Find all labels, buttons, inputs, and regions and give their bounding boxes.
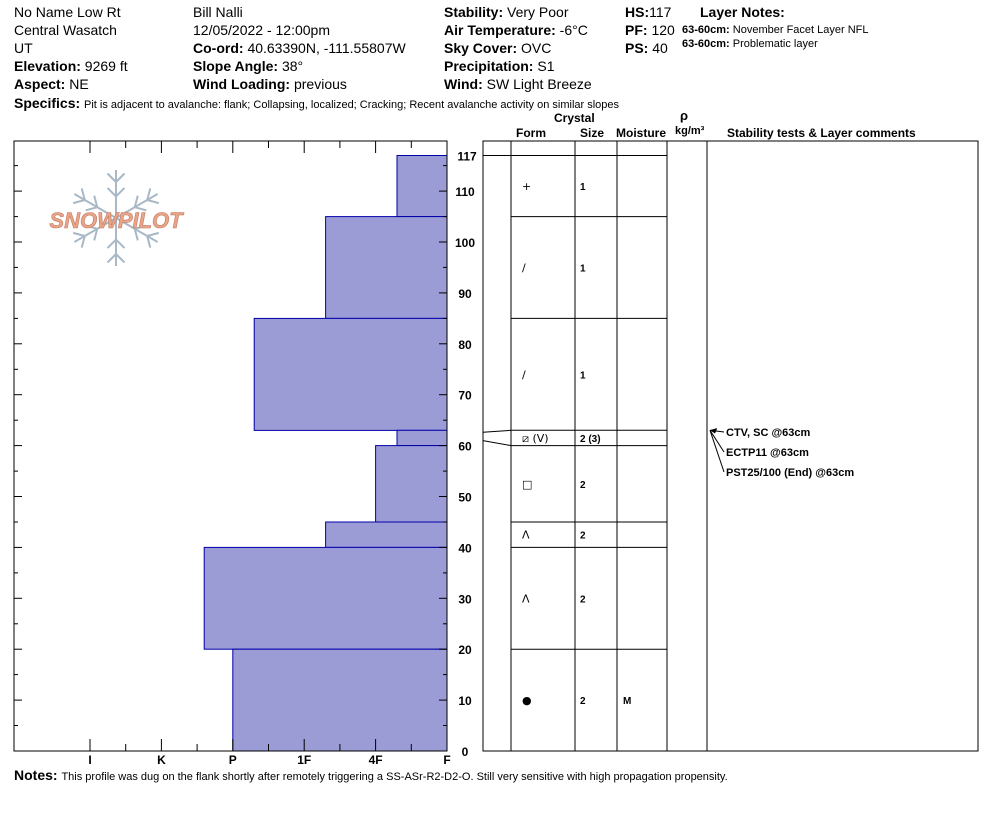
air-temp-value: -6°C bbox=[559, 22, 588, 38]
observer-name: Bill Nalli bbox=[193, 4, 243, 20]
crystal-size: 1 bbox=[580, 182, 586, 193]
stability-test-pointer bbox=[710, 430, 724, 472]
crystal-form-symbol: ᐱ bbox=[522, 528, 530, 542]
hs-label: HS: bbox=[625, 4, 650, 20]
stability-test-label: CTV, SC @63cm bbox=[726, 427, 811, 439]
hardness-bar bbox=[376, 446, 447, 522]
depth-tick-label: 40 bbox=[458, 541, 472, 556]
crystal-size: 2 bbox=[580, 696, 586, 708]
snowflake-branch bbox=[73, 233, 85, 236]
moisture-value: M bbox=[623, 696, 632, 708]
hardness-tick-label: 1F bbox=[297, 753, 312, 767]
crystal-form-symbol: / bbox=[522, 261, 526, 275]
crystal-size: 1 bbox=[580, 370, 586, 382]
hardness-bars bbox=[204, 156, 447, 752]
crystal-size: 1 bbox=[580, 263, 586, 275]
pf-label: PF: bbox=[625, 22, 648, 38]
state-name: UT bbox=[14, 40, 33, 56]
depth-tick-label: 10 bbox=[458, 694, 472, 709]
sky-label: Sky Cover: bbox=[444, 40, 518, 56]
crystal-size: 2 bbox=[580, 594, 586, 606]
crystal-form-symbol: ᐱ bbox=[522, 592, 530, 606]
wind-value: SW Light Breeze bbox=[486, 76, 592, 92]
date-time: 12/05/2022 - 12:00pm bbox=[193, 22, 330, 38]
crystal-header: Crystal bbox=[554, 111, 595, 125]
depth-tick-label: 50 bbox=[458, 490, 472, 505]
wind-loading-value: previous bbox=[293, 76, 347, 92]
coord-value: 40.63390N, -111.55807W bbox=[247, 40, 406, 56]
layer-notes-label: Layer Notes: bbox=[700, 4, 785, 20]
snowflake-branch bbox=[108, 240, 117, 249]
rho-header: ρ bbox=[680, 108, 689, 123]
crystal-size: 2 (3) bbox=[580, 434, 601, 445]
hardness-bar bbox=[254, 318, 447, 430]
stability-tests bbox=[710, 427, 854, 479]
depth-tick-label: 0 bbox=[461, 745, 469, 759]
logo-text: SNOWPILOT bbox=[49, 208, 183, 233]
layer-connector bbox=[483, 430, 511, 432]
crystal-size: 2 bbox=[580, 530, 586, 542]
depth-tick-label: 20 bbox=[458, 643, 472, 658]
layer-note: 63-60cm: November Facet Layer NFL bbox=[682, 24, 869, 36]
depth-tick-label: 60 bbox=[458, 439, 472, 454]
ps-label: PS: bbox=[625, 40, 649, 56]
notes-value: This profile was dug on the flank shortly after remotely triggering a SS-ASr-R2-D2-O. Still very sensitive with high propagation propensity. bbox=[61, 771, 728, 783]
depth-tick-label: 30 bbox=[458, 592, 472, 607]
wind-loading-label: Wind Loading: bbox=[193, 76, 291, 92]
precip-value: S1 bbox=[537, 58, 555, 74]
stability-test-label: PST25/100 (End) @63cm bbox=[726, 467, 855, 479]
depth-tick-label: 100 bbox=[454, 236, 476, 250]
snowflake-branch bbox=[108, 188, 117, 197]
crystal-form-symbol: + bbox=[522, 180, 532, 193]
hardness-tick-label: F bbox=[443, 753, 451, 767]
hardness-bar bbox=[397, 156, 447, 217]
snowflake-branch bbox=[116, 174, 125, 183]
ps-value: 40 bbox=[652, 40, 668, 56]
notes-label: Notes: bbox=[14, 767, 58, 783]
depth-tick-label: 110 bbox=[455, 185, 475, 200]
aspect-label: Aspect: bbox=[14, 76, 66, 92]
depth-tick-label: 117 bbox=[457, 149, 477, 164]
stability-value: Very Poor bbox=[507, 4, 569, 20]
elevation-value: 9269 ft bbox=[84, 58, 128, 74]
crystal-form-symbol: / bbox=[522, 368, 526, 382]
site-name: No Name Low Rt bbox=[14, 4, 121, 20]
snowflake-branch bbox=[108, 174, 117, 183]
crystal-form-symbol: ⧄ (V) bbox=[522, 432, 549, 445]
stability-label: Stability: bbox=[444, 4, 504, 20]
hardness-tick-label: K bbox=[157, 753, 166, 767]
stability-test-label: ECTP11 @63cm bbox=[726, 447, 809, 459]
specifics-value: Pit is adjacent to avalanche: flank; Collapsing, localized; Cracking; Recent avalanche activity on similar slopes bbox=[84, 99, 620, 111]
hardness-bar bbox=[397, 430, 447, 445]
sky-value: OVC bbox=[521, 40, 552, 56]
depth-tick-label: 80 bbox=[458, 337, 472, 352]
crystal-size: 2 bbox=[580, 479, 586, 491]
snowflake-branch bbox=[116, 254, 125, 263]
snowflake-branch bbox=[147, 233, 159, 236]
pf-value: 120 bbox=[651, 22, 675, 38]
notes-row bbox=[14, 767, 728, 784]
elevation-label: Elevation: bbox=[14, 58, 81, 74]
wind-label: Wind: bbox=[444, 76, 483, 92]
form-header: Form bbox=[516, 126, 546, 140]
moisture-header: Moisture bbox=[616, 126, 667, 140]
snowflake-branch bbox=[116, 188, 125, 197]
specifics-label: Specifics: bbox=[14, 95, 81, 111]
slope-label: Slope Angle: bbox=[193, 58, 279, 74]
coord-label: Co-ord: bbox=[193, 40, 244, 56]
stability-test-pointer bbox=[710, 430, 724, 452]
snowflake-branch bbox=[116, 240, 125, 249]
hardness-bar bbox=[326, 522, 447, 547]
stability-comments-header: Stability tests & Layer comments bbox=[727, 126, 916, 140]
layer-note: 63-60cm: Problematic layer bbox=[682, 38, 818, 50]
hs-value: 117 bbox=[649, 4, 672, 20]
slope-value: 38° bbox=[281, 58, 304, 74]
depth-tick-label: 90 bbox=[458, 286, 472, 301]
crystal-form-symbol: ● bbox=[522, 694, 532, 708]
aspect-value: NE bbox=[69, 76, 89, 92]
hardness-tick-label: 4F bbox=[368, 753, 383, 767]
snowflake-branch bbox=[108, 254, 117, 263]
hardness-tick-label: I bbox=[88, 753, 92, 767]
density-unit-header: kg/m³ bbox=[675, 125, 705, 137]
precip-label: Precipitation: bbox=[444, 58, 534, 74]
crystal-form-symbol: □ bbox=[522, 477, 533, 491]
range-name: Central Wasatch bbox=[14, 22, 117, 38]
air-temp-label: Air Temperature: bbox=[444, 22, 556, 38]
size-header: Size bbox=[580, 126, 605, 140]
snowflake-branch bbox=[73, 200, 85, 203]
hardness-bar bbox=[233, 649, 447, 751]
hardness-tick-label: P bbox=[228, 753, 237, 767]
hardness-bar bbox=[204, 547, 447, 649]
layer-connector bbox=[483, 441, 511, 446]
snowpilot-logo bbox=[49, 170, 184, 266]
snowflake-branch bbox=[147, 200, 159, 203]
depth-tick-label: 70 bbox=[458, 388, 472, 403]
hardness-bar bbox=[326, 217, 447, 319]
